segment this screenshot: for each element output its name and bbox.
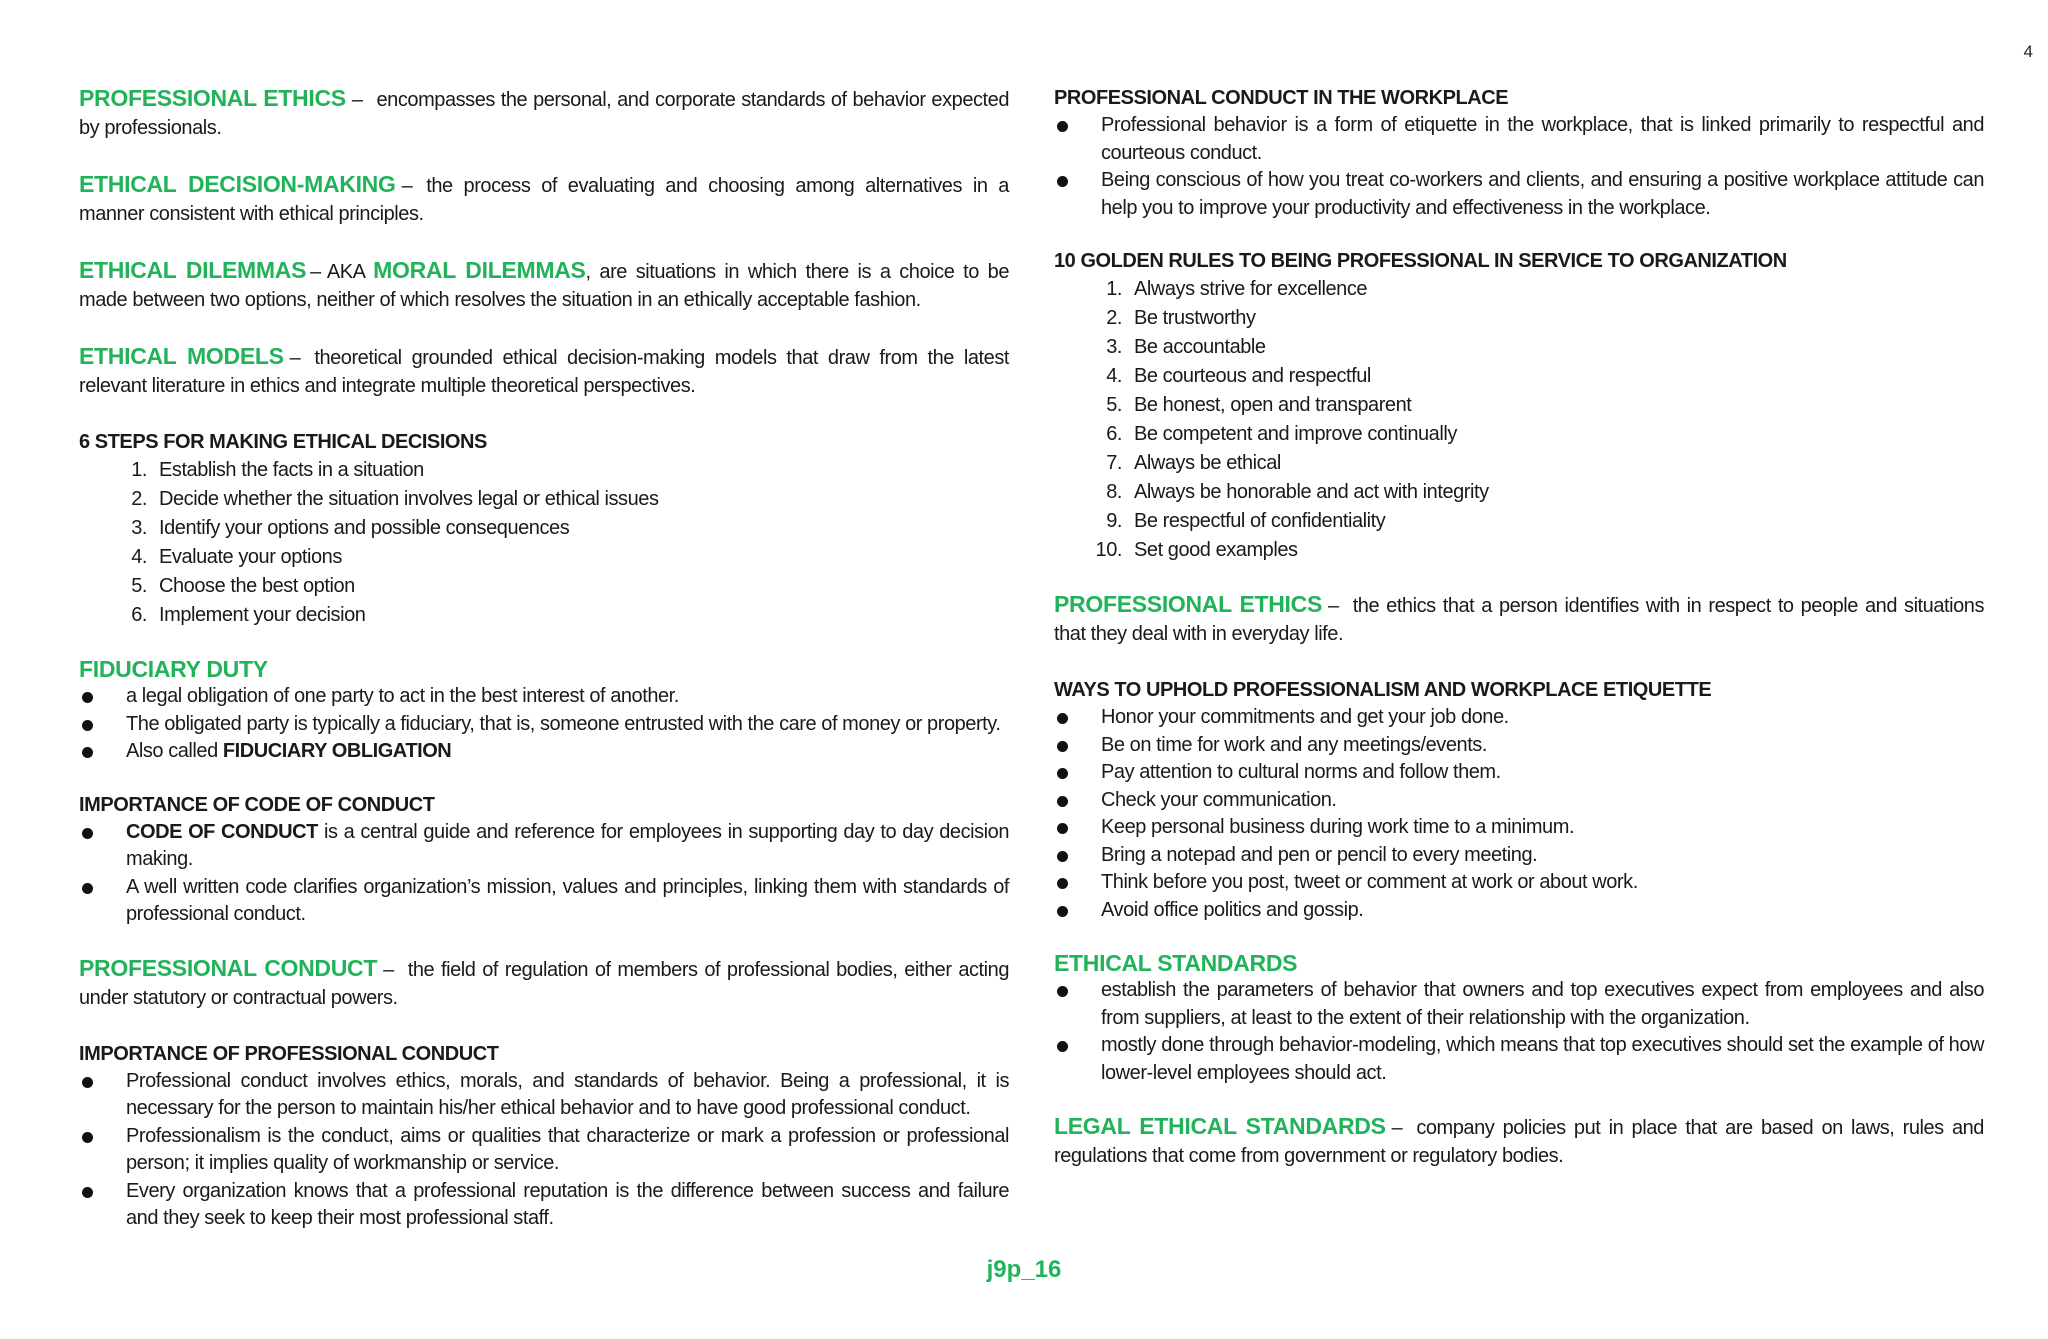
importance-professional-conduct-list — [79, 1068, 1009, 1233]
bullet-icon — [1057, 1041, 1068, 1052]
list-item: 7. Always be ethical — [1106, 452, 1281, 474]
bullet-icon — [1057, 986, 1068, 997]
definition-text: the ethics that a person identifies with in respect to people and situations that they deal with in everyday life. — [1054, 595, 1985, 645]
term-professional-ethics-2: PROFESSIONAL ETHICS — [1054, 591, 1322, 617]
heading-ways-uphold: WAYS TO UPHOLD PROFESSIONALISM AND WORKPLACE ETIQUETTE — [1054, 679, 1712, 701]
list-item: Bring a notepad and pen or pencil to every meeting. — [1054, 842, 1984, 870]
six-steps-list — [79, 456, 1009, 630]
heading-code-of-conduct: IMPORTANCE OF CODE OF CONDUCT — [79, 793, 435, 816]
definition-professional-ethics-2: PROFESSIONAL ETHICS – the ethics that a person identifies with in respect to people and situations that they deal with in everyday life. — [1054, 591, 1985, 645]
term-moral-dilemmas: MORAL DILEMMAS — [373, 257, 586, 283]
list-item: 3. Be accountable — [1106, 336, 1266, 358]
ethical-standards-list — [1054, 977, 1984, 1087]
definition-legal-ethical-standards: LEGAL ETHICAL STANDARDS – company policies put in place that are based on laws, rules and regulations that come from government or regulatory bodies. — [1054, 1113, 1984, 1167]
right-column — [1054, 84, 1984, 1170]
page-number: 4 — [2023, 42, 2033, 61]
list-item: 3. Identify your options and possible consequences — [131, 517, 570, 539]
list-item: establish the parameters of behavior that owners and top executives expect from employees and also from suppliers, at least to the extent of their relationship with the organization. — [1054, 977, 1984, 1032]
bullet-icon — [82, 1132, 93, 1143]
list-item: Professional behavior is a form of etiquette in the workplace, that is linked primarily to respectful and courteous conduct. — [1054, 112, 1984, 167]
list-item: 1. Establish the facts in a situation — [131, 459, 424, 481]
list-item: 8. Always be honorable and act with integrity — [1106, 481, 1489, 503]
list-item: a legal obligation of one party to act in the best interest of another. — [79, 683, 1009, 711]
workplace-conduct-list — [1054, 112, 1984, 222]
bullet-icon — [1057, 796, 1068, 807]
list-item: 5. Choose the best option — [131, 575, 355, 597]
code-of-conduct-list — [79, 819, 1009, 929]
bullet-icon — [82, 692, 93, 703]
definition-ethical-dilemmas: ETHICAL DILEMMAS – AKA MORAL DILEMMAS, are situations in which there is a choice to be made between two options, neither of which resolves the situation in an ethically acceptable fashion. — [79, 257, 1009, 311]
ways-uphold-list — [1054, 704, 1984, 924]
list-item: Professionalism is the conduct, aims or qualities that characterize or mark a profession or professional person; it implies quality of workmanship or service. — [79, 1123, 1009, 1178]
definition-professional-conduct: PROFESSIONAL CONDUCT – the field of regulation of members of professional bodies, either acting under statutory or contractual powers. — [79, 954, 1009, 1009]
list-item: 6. Implement your decision — [131, 604, 366, 626]
list-item: Every organization knows that a professional reputation is the difference between success and failure and they seek to keep their most professional staff. — [79, 1178, 1009, 1233]
list-item: The obligated party is typically a fiduciary, that is, someone entrusted with the care of money or property. — [79, 711, 1009, 739]
bullet-icon — [82, 1187, 93, 1198]
definition-text: , are situations in which there is a choice to be made between two options, neither of which resolves the situation in an ethically acceptable fashion. — [79, 261, 1009, 311]
golden-rules-list — [1054, 275, 1984, 565]
bullet-icon — [1057, 176, 1068, 187]
definition-ethical-models: ETHICAL MODELS – theoretical grounded ethical decision-making models that draw from the latest relevant literature in ethics and integrate multiple theoretical perspectives. — [79, 343, 1009, 397]
list-item: 2. Be trustworthy — [1106, 307, 1256, 329]
definition-text: the field of regulation of members of professional bodies, either acting under statutory or contractual powers. — [79, 958, 1009, 1009]
heading-fiduciary-duty: FIDUCIARY DUTY — [79, 656, 268, 682]
bullet-icon — [1057, 906, 1068, 917]
list-item: A well written code clarifies organization’s mission, values and principles, linking them with standards of professional conduct. — [79, 874, 1009, 929]
list-item: Avoid office politics and gossip. — [1054, 897, 1984, 925]
term-legal-ethical-standards: LEGAL ETHICAL STANDARDS — [1054, 1113, 1386, 1139]
definition-text: theoretical grounded ethical decision-making models that draw from the latest relevant literature in ethics and integrate multiple theoretical perspectives. — [79, 347, 1009, 397]
list-item: 1. Always strive for excellence — [1106, 278, 1368, 300]
list-item: 6. Be competent and improve continually — [1106, 423, 1457, 445]
list-item: Pay attention to cultural norms and follow them. — [1054, 759, 1984, 787]
definition-text: the process of evaluating and choosing among alternatives in a manner consistent with ethical principles. — [79, 175, 1009, 225]
list-item: 10. Set good examples — [1095, 539, 1298, 561]
definition-ethical-decision-making: ETHICAL DECISION-MAKING – the process of evaluating and choosing among alternatives in a manner consistent with ethical principles. — [79, 171, 1009, 225]
list-item: Being conscious of how you treat co-workers and clients, and ensuring a positive workplace attitude can help you to improve your productivity and effectiveness in the workplace. — [1054, 167, 1984, 222]
definition-professional-ethics: PROFESSIONAL ETHICS – encompasses the personal, and corporate standards of behavior expected by professionals. — [79, 85, 1009, 139]
list-item: Think before you post, tweet or comment at work or about work. — [1054, 869, 1984, 897]
term-ethical-decision-making: ETHICAL DECISION-MAKING — [79, 171, 396, 197]
left-column — [79, 84, 1009, 1233]
bullet-icon — [1057, 121, 1068, 132]
list-item: Keep personal business during work time to a minimum. — [1054, 814, 1984, 842]
list-item: Be on time for work and any meetings/events. — [1054, 732, 1984, 760]
heading-workplace-conduct: PROFESSIONAL CONDUCT IN THE WORKPLACE — [1054, 87, 1509, 109]
fiduciary-duty-list — [79, 683, 1009, 766]
term-ethical-models: ETHICAL MODELS — [79, 343, 284, 369]
list-item: CODE OF CONDUCT is a central guide and reference for employees in supporting day to day decision making. — [79, 819, 1009, 874]
bullet-icon — [1057, 741, 1068, 752]
term-professional-conduct: PROFESSIONAL CONDUCT — [79, 954, 378, 981]
heading-importance-professional-conduct: IMPORTANCE OF PROFESSIONAL CONDUCT — [79, 1042, 499, 1065]
list-item: 9. Be respectful of confidentiality — [1106, 510, 1386, 532]
definition-text: encompasses the personal, and corporate standards of behavior expected by professionals. — [79, 89, 1009, 139]
bullet-icon — [1057, 878, 1068, 889]
heading-six-steps: 6 STEPS FOR MAKING ETHICAL DECISIONS — [79, 431, 487, 453]
bullet-icon — [1057, 713, 1068, 724]
bullet-icon — [82, 828, 93, 839]
bullet-icon — [82, 883, 93, 894]
term-ethical-dilemmas: ETHICAL DILEMMAS — [79, 257, 307, 283]
bullet-icon — [1057, 851, 1068, 862]
aka-label: AKA — [326, 261, 365, 283]
term-professional-ethics: PROFESSIONAL ETHICS — [79, 85, 346, 111]
definition-text: company policies put in place that are based on laws, rules and regulations that come from government or regulatory bodies. — [1054, 1117, 1984, 1167]
bullet-icon — [82, 720, 93, 731]
heading-golden-rules: 10 GOLDEN RULES TO BEING PROFESSIONAL IN SERVICE TO ORGANIZATION — [1054, 250, 1787, 272]
bullet-icon — [82, 1077, 93, 1088]
list-item: Check your communication. — [1054, 787, 1984, 815]
list-item: mostly done through behavior-modeling, which means that top executives should set the example of how lower-level employees should act. — [1054, 1032, 1984, 1087]
heading-ethical-standards: ETHICAL STANDARDS — [1054, 950, 1298, 976]
list-item: Also called FIDUCIARY OBLIGATION — [79, 738, 1009, 766]
bullet-icon — [1057, 768, 1068, 779]
list-item: Professional conduct involves ethics, morals, and standards of behavior. Being a professional, it is necessary for the person to maintain his/her ethical behavior and to have good professional conduct. — [79, 1068, 1009, 1123]
bullet-icon — [1057, 823, 1068, 834]
footer-code: j9p_16 — [986, 1256, 1062, 1283]
list-item: 5. Be honest, open and transparent — [1106, 394, 1412, 416]
list-item: Honor your commitments and get your job done. — [1054, 704, 1984, 732]
list-item: 2. Decide whether the situation involves legal or ethical issues — [131, 488, 659, 510]
bullet-icon — [82, 747, 93, 758]
list-item: 4. Be courteous and respectful — [1106, 365, 1371, 387]
list-item: 4. Evaluate your options — [131, 546, 342, 568]
